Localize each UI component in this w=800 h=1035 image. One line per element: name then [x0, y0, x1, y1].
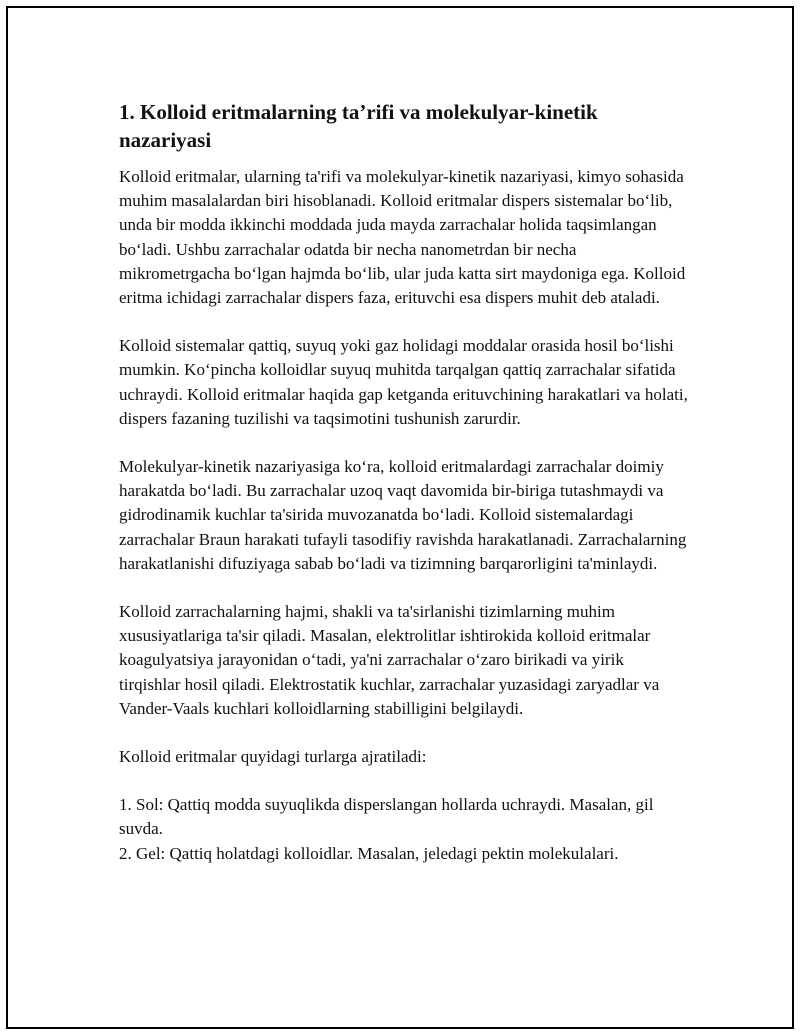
types-list	[119, 793, 689, 866]
list-item: 2. Gel: Qattiq holatdagi kolloidlar. Masalan, jeledagi pektin molekulalari.	[119, 843, 619, 863]
document-page	[6, 6, 794, 1029]
paragraph-properties: Kolloid zarrachalarning hajmi, shakli va ta'sirlanishi tizimlarning muhim xususiyatlariga ta'sir qiladi. Masalan, elektrolitlar ishtirokida kolloid eritmalar koagulyatsiya jarayonidan oʻtadi, ya'ni zarrachalar oʻzaro birikadi va yirik tirqishlar hosil qiladi. Elektrostatik kuchlar, zarrachalar yuzasidagi zaryadlar va Vander-Vaals kuchlari kolloidlarning stabilligini belgilaydi.	[119, 602, 660, 718]
list-item: 1. Sol: Qattiq modda suyuqlikda disperslangan hollarda uchraydi. Masalan, gil suvda.	[119, 795, 654, 839]
paragraph-kinetic-theory: Molekulyar-kinetik nazariyasiga koʻra, kolloid eritmalardagi zarrachalar doimiy harakatda boʻladi. Bu zarrachalar uzoq vaqt davomida bir-biriga tutashmaydi va gidrodinamik kuchlar ta'sirida muvozanatda boʻladi. Kolloid sistemalardagi zarrachalar Braun harakati tufayli tasodifiy ravishda harakatlanadi. Zarrachalarning harakatlanishi difuziyaga sabab boʻladi va tizimning barqarorligini ta'minlaydi.	[119, 457, 687, 573]
paragraph-definition: Kolloid eritmalar, ularning ta'rifi va molekulyar-kinetik nazariyasi, kimyo sohasida muhim masalalardan biri hisoblanadi. Kolloid eritmalar dispers sistemalar boʻlib, unda bir modda ikkinchi moddada juda mayda zarrachalar holida taqsimlangan boʻladi. Ushbu zarrachalar odatda bir necha nanometrdan bir necha mikrometrgacha boʻlgan hajmda boʻlib, ular juda katta sirt maydoniga ega. Kolloid eritma ichidagi zarrachalar dispers faza, erituvchi esa dispers muhit deb ataladi.	[119, 167, 686, 308]
section-heading: 1. Kolloid eritmalarning ta’rifi va molekulyar-kinetik nazariyasi	[119, 100, 598, 152]
paragraph-types-intro: Kolloid eritmalar quyidagi turlarga ajratiladi:	[119, 747, 427, 767]
paragraph-systems: Kolloid sistemalar qattiq, suyuq yoki gaz holidagi moddalar orasida hosil boʻlishi mumkin. Koʻpincha kolloidlar suyuq muhitda tarqalgan qattiq zarrachalar sifatida uchraydi. Kolloid eritmalar haqida gap ketganda erituvchining harakatlari va holati, dispers fazaning tuzilishi va taqsimotini tushunish zarurdir.	[119, 336, 688, 428]
document-body	[119, 98, 689, 866]
